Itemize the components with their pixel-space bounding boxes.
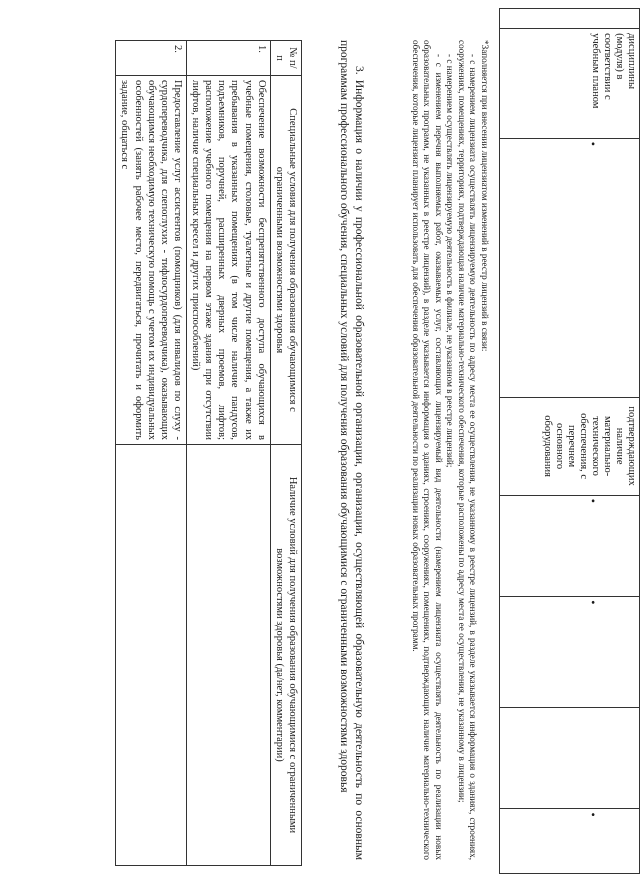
discipline-line-1: дисциплины xyxy=(626,33,637,90)
discipline-line-3: учебным планом xyxy=(589,33,601,109)
special-conditions-table xyxy=(115,40,302,866)
table-row xyxy=(187,41,271,866)
row-value xyxy=(116,445,187,866)
confirm-line-8: оборудования xyxy=(541,415,553,477)
row-text: Обеспечение возможности беспрепятственного доступа обучающихся в учебные помещения, столовые, туалетные и другие помещения, а также их пребывания в указанных помещениях (в том числе наличие пандусов, подъемников, поручней, расширенных дверных проемов, лифтов; расположение учебного помещения на первом этаже здания при отсутствии лифтов, наличие специальных кресел и других приспособлений) xyxy=(187,76,271,445)
row-value xyxy=(187,445,271,866)
footnote-title: *Заполняется при внесении лицензиатом изменений в реестр лицензий в связи: xyxy=(480,40,490,352)
table-row xyxy=(116,41,187,866)
bullet-mark: • xyxy=(586,498,600,503)
confirm-line-3: материально- xyxy=(601,415,613,477)
header-availability: Наличие условий для получения образования обучающимися с ограниченными возможностями здоровья (да/нет, комментарии) xyxy=(270,445,301,866)
top-table-cell-discipline xyxy=(500,29,640,139)
top-table xyxy=(499,8,640,874)
footnote-item-2: - с намерением осуществлять лицензируемую деятельность в филиале, не указанном в реестре лицензий; xyxy=(445,54,456,468)
row-num: 1. xyxy=(187,41,271,76)
footnote-item-3: - с изменением перечня выполняемых работ, оказываемых услуг, составляющих лицензируемый вид деятельности (намерением лицензиата осуществлять деятельность по реализации новых образовательных программ, не указанных в реестре лицензий), в разделе указывается информация о зданиях, строениях, сооружениях, помещениях, подтверждающих наличие материально-технического обеспечения, которые лицензиат планирует использовать для обеспечения образовательной деятельности по реализации новых образовательных программ. xyxy=(411,40,444,860)
top-table-cell-empty-2 xyxy=(500,495,640,597)
top-table-cell-empty-1 xyxy=(500,138,640,397)
header-num: № п/п xyxy=(270,41,301,76)
table-header-row xyxy=(270,41,301,866)
confirm-line-5: обеспечения, с xyxy=(577,413,589,480)
confirm-line-7: основного xyxy=(553,423,565,470)
top-table-cell-empty-4 xyxy=(500,707,640,809)
top-table-cell-confirm xyxy=(500,397,640,495)
top-table-cell-num xyxy=(500,9,640,29)
confirm-line-2: наличие xyxy=(613,427,625,465)
confirm-line-1: подтверждающих xyxy=(626,406,637,486)
section-3-text: 3. Информация о наличии у профессиональной образовательной организации, организации, осуществляющей образовательную деятельность по основным программам профессионального обучения, специальных условий для получения образования обучающимися с ограниченными возможностями здоровья xyxy=(338,40,365,860)
row-text: Предоставление услуг ассистентов (помощников) (для инвалидов по слуху - сурдопереводчика, для слепоглухих - тифлосурдопереводчика), оказывающих обучающимся необходимую техническую помощь с учетом их индивидуальных особенностей (занять рабочее место, передвигаться, прочитать и оформить задание, общаться с xyxy=(116,76,187,445)
bullet-mark: • xyxy=(586,141,600,146)
bullet-mark: • xyxy=(586,812,600,817)
footnote xyxy=(410,40,491,860)
discipline-line-2: (модуля) в соответствии с xyxy=(601,33,625,100)
header-conditions: Специальные условия для получения образования обучающимися с ограниченными возможностями здоровья xyxy=(270,76,301,445)
top-table-cell-empty-5 xyxy=(500,809,640,874)
row-num: 2. xyxy=(116,41,187,76)
confirm-line-6: перечнем xyxy=(565,425,577,468)
section-3-heading xyxy=(336,40,366,860)
top-table-cell-empty-3 xyxy=(500,597,640,708)
footnote-item-1: - с намерением лицензиата осуществлять лицензируемую деятельность по адресу места ее осуществления, не указанному в реестре лицензий, в разделе указывается информация о зданиях, строениях, сооружениях, помещениях, территориях, подтверждающая наличие материально-технического обеспечения, которые расположены по адресу места ее осуществления, не указанному в лицензии; xyxy=(457,40,479,860)
bullet-mark: • xyxy=(586,600,600,605)
confirm-line-4: технического xyxy=(589,416,601,476)
